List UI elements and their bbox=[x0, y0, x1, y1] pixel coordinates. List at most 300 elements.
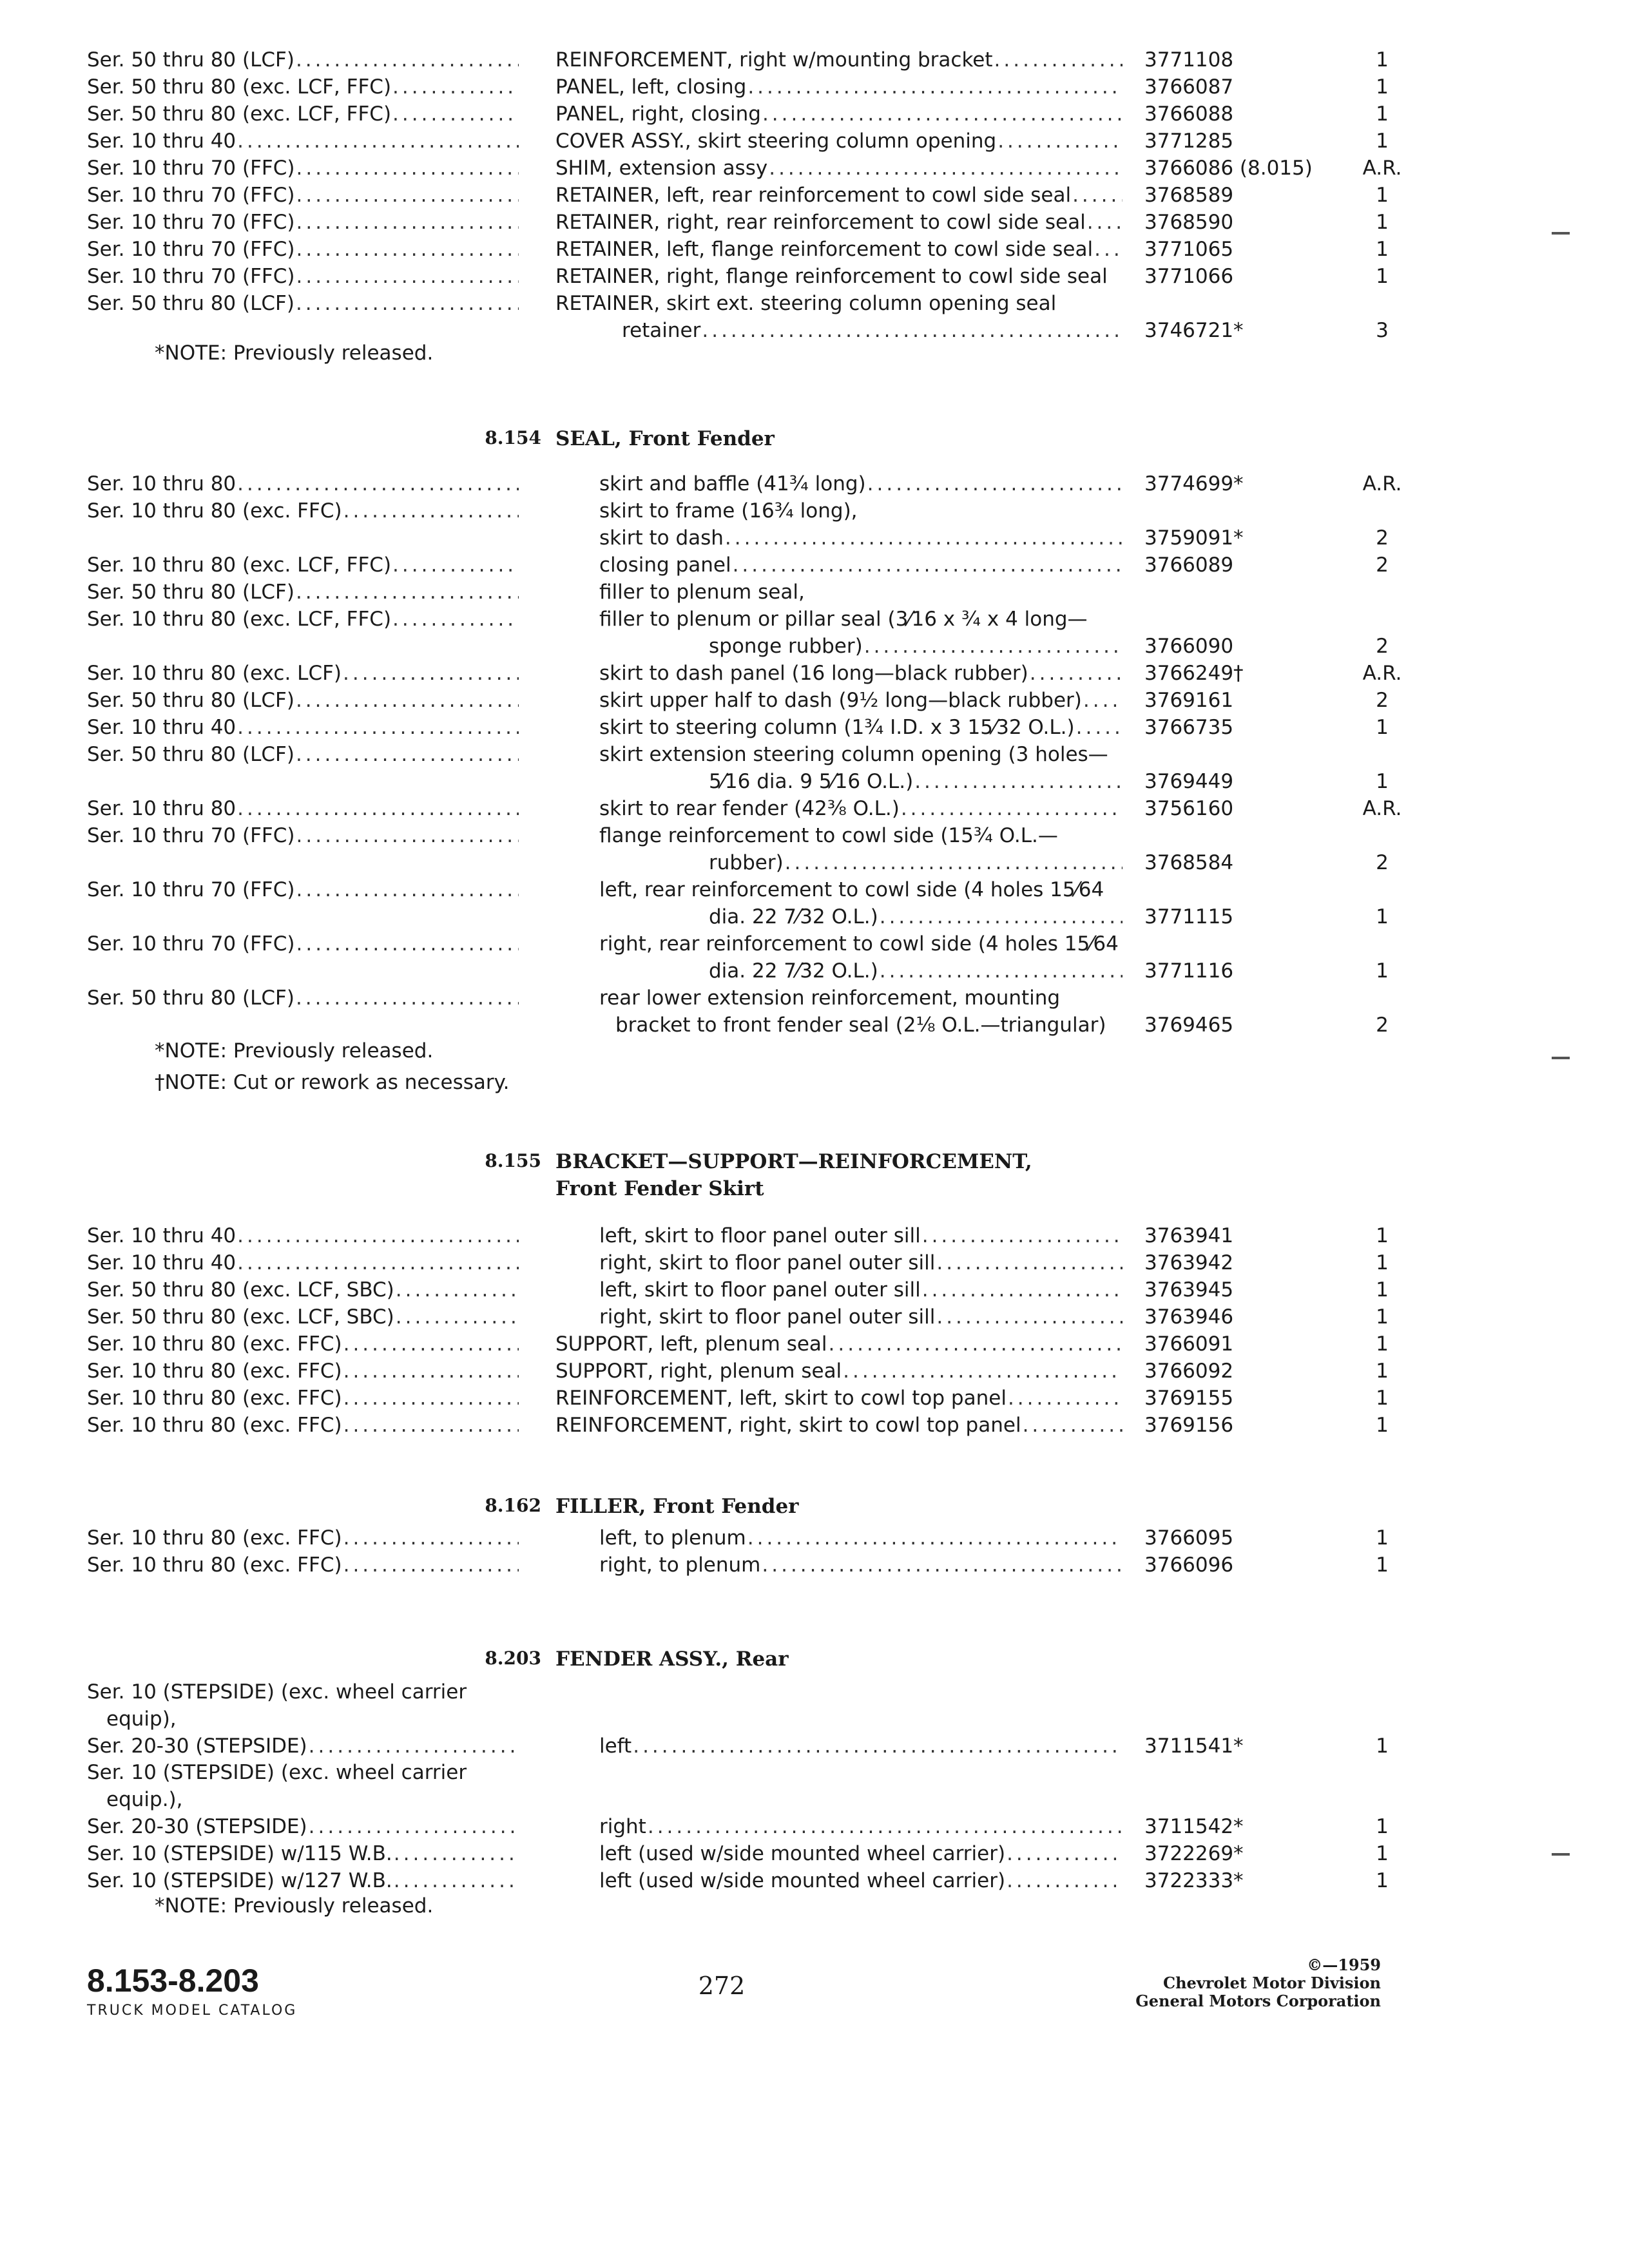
part-number: 3769156 bbox=[1144, 1414, 1234, 1437]
series-cell bbox=[87, 714, 519, 741]
description-cell bbox=[599, 524, 1123, 552]
table-row bbox=[0, 1552, 1629, 1579]
series-cell bbox=[87, 155, 519, 182]
dot-leader bbox=[296, 236, 519, 263]
dot-leader bbox=[769, 155, 1123, 182]
dot-leader bbox=[343, 1412, 519, 1439]
dot-leader bbox=[396, 1303, 519, 1331]
quantity: 1 bbox=[1376, 1360, 1389, 1383]
table-row bbox=[0, 1733, 1629, 1760]
description-cell bbox=[599, 1552, 1123, 1579]
table-row bbox=[0, 1759, 1629, 1786]
table-row bbox=[0, 1412, 1629, 1439]
dot-leader bbox=[922, 1276, 1123, 1303]
description-cell bbox=[599, 876, 1123, 903]
series-cell bbox=[87, 741, 519, 768]
dot-leader bbox=[867, 470, 1123, 497]
description-cell bbox=[555, 1358, 1123, 1385]
quantity: 1 bbox=[1376, 770, 1389, 793]
series-cell bbox=[87, 1678, 519, 1706]
dot-leader bbox=[296, 263, 519, 290]
dot-leader bbox=[880, 957, 1123, 985]
quantity: 1 bbox=[1376, 48, 1389, 72]
series-cell bbox=[87, 263, 519, 290]
table-row bbox=[0, 497, 1629, 524]
part-number: 3771285 bbox=[1144, 130, 1234, 153]
margin-mark bbox=[1552, 1057, 1570, 1059]
description-text: rear lower extension reinforcement, mounting bbox=[599, 986, 1061, 1010]
description-cell bbox=[599, 470, 1123, 497]
table-row bbox=[0, 876, 1629, 903]
margin-mark bbox=[1552, 1853, 1570, 1856]
quantity: 2 bbox=[1376, 553, 1389, 577]
series-text: Ser. 10 thru 70 (FFC) bbox=[87, 265, 295, 288]
part-number: 3768584 bbox=[1144, 851, 1234, 874]
dot-leader bbox=[296, 822, 519, 849]
publisher-line: General Motors Corporation bbox=[1135, 1992, 1381, 2010]
section-title: BRACKET—SUPPORT—REINFORCEMENT, bbox=[555, 1150, 1032, 1173]
series-cell bbox=[87, 579, 519, 606]
series-cell bbox=[87, 1759, 519, 1786]
series-text: Ser. 10 thru 70 (FFC) bbox=[87, 238, 295, 261]
description-text: skirt to steering column (1¾ I.D. x 3 15⁄32 O.L.) bbox=[599, 716, 1075, 739]
copyright-notice: ©—1959 bbox=[1307, 1956, 1381, 1974]
table-row bbox=[0, 1303, 1629, 1331]
dot-leader bbox=[936, 1249, 1123, 1276]
series-text: Ser. 10 thru 80 (exc. FFC) bbox=[87, 499, 342, 523]
dot-leader bbox=[296, 985, 519, 1012]
description-cell bbox=[555, 236, 1123, 263]
dot-leader bbox=[648, 1813, 1123, 1840]
dot-leader bbox=[901, 795, 1123, 822]
description-text: right, skirt to floor panel outer sill bbox=[599, 1305, 936, 1329]
quantity: 2 bbox=[1376, 1014, 1389, 1037]
description-text: RETAINER, right, flange reinforcement to cowl side seal bbox=[555, 265, 1108, 288]
table-row bbox=[0, 1678, 1629, 1706]
dot-leader bbox=[343, 1331, 519, 1358]
description-text: SUPPORT, left, plenum seal bbox=[555, 1332, 827, 1356]
table-row bbox=[0, 290, 1629, 317]
series-text: Ser. 50 thru 80 (LCF) bbox=[87, 986, 294, 1010]
quantity: 2 bbox=[1376, 526, 1389, 550]
footnote: *NOTE: Previously released. bbox=[155, 1894, 434, 1917]
series-text: Ser. 50 thru 80 (LCF) bbox=[87, 743, 294, 766]
series-cell bbox=[87, 73, 519, 101]
series-cell bbox=[87, 497, 519, 524]
quantity: 1 bbox=[1376, 1332, 1389, 1356]
description-cell bbox=[555, 209, 1123, 236]
description-text: PANEL, right, closing bbox=[555, 102, 761, 126]
series-cell bbox=[87, 1303, 519, 1331]
description-text: right, skirt to floor panel outer sill bbox=[599, 1251, 936, 1274]
section-subtitle: Front Fender Skirt bbox=[555, 1177, 764, 1200]
dot-leader bbox=[785, 849, 1123, 876]
description-text: filler to plenum or pillar seal (3⁄16 x ¾ x 4 long— bbox=[599, 608, 1088, 631]
part-number: 3771065 bbox=[1144, 238, 1234, 261]
series-cell bbox=[87, 470, 519, 497]
part-number: 3763946 bbox=[1144, 1305, 1234, 1329]
part-number: 3722269* bbox=[1144, 1842, 1244, 1865]
part-number: 3771066 bbox=[1144, 265, 1234, 288]
part-number: 3763945 bbox=[1144, 1278, 1234, 1302]
table-row bbox=[0, 1786, 1629, 1813]
description-cell bbox=[555, 1385, 1123, 1412]
description-text: skirt and baffle (41¾ long) bbox=[599, 472, 866, 495]
part-number: 3768590 bbox=[1144, 211, 1234, 234]
description-cell bbox=[599, 1840, 1123, 1867]
series-cell bbox=[87, 1222, 519, 1249]
series-cell bbox=[87, 128, 519, 155]
dot-leader bbox=[237, 1222, 519, 1249]
quantity: 1 bbox=[1376, 1224, 1389, 1247]
quantity: 2 bbox=[1376, 851, 1389, 874]
description-text: COVER ASSY., skirt steering column opening bbox=[555, 130, 997, 153]
series-text: Ser. 50 thru 80 (LCF) bbox=[87, 581, 294, 604]
part-number: 3771108 bbox=[1144, 48, 1234, 72]
series-cell bbox=[106, 1706, 538, 1733]
series-text: Ser. 10 thru 70 (FFC) bbox=[87, 932, 295, 956]
series-cell bbox=[87, 606, 519, 633]
description-cell bbox=[599, 579, 1123, 606]
description-text: left, to plenum bbox=[599, 1526, 746, 1550]
series-cell bbox=[87, 1867, 519, 1894]
series-text: Ser. 50 thru 80 (exc. LCF, FFC) bbox=[87, 102, 392, 126]
footnote: *NOTE: Previously released. bbox=[155, 341, 434, 365]
description-cell bbox=[599, 660, 1123, 687]
series-text: Ser. 10 thru 80 bbox=[87, 797, 236, 820]
series-cell bbox=[87, 876, 519, 903]
part-number: 3766735 bbox=[1144, 716, 1234, 739]
description-cell bbox=[599, 1813, 1123, 1840]
quantity: 1 bbox=[1376, 130, 1389, 153]
part-number: 3763941 bbox=[1144, 1224, 1234, 1247]
series-cell bbox=[87, 1276, 519, 1303]
description-cell bbox=[599, 795, 1123, 822]
table-row bbox=[0, 101, 1629, 128]
series-text: Ser. 10 thru 70 (FFC) bbox=[87, 184, 295, 207]
series-text: Ser. 10 thru 80 (exc. FFC) bbox=[87, 1526, 342, 1550]
table-row bbox=[0, 930, 1629, 957]
series-text: Ser. 10 thru 40 bbox=[87, 716, 236, 739]
description-cell bbox=[615, 1012, 1123, 1039]
table-row bbox=[0, 1524, 1629, 1552]
publisher-line: Chevrolet Motor Division bbox=[1163, 1974, 1381, 1992]
series-cell bbox=[87, 795, 519, 822]
table-row bbox=[0, 1358, 1629, 1385]
description-text: skirt to rear fender (42⅜ O.L.) bbox=[599, 797, 900, 820]
series-cell bbox=[87, 46, 519, 73]
description-text: bracket to front fender seal (2⅛ O.L.—triangular) bbox=[615, 1014, 1106, 1037]
table-row bbox=[0, 579, 1629, 606]
section-title: SEAL, Front Fender bbox=[555, 427, 775, 450]
series-text: Ser. 20-30 (STEPSIDE) bbox=[87, 1735, 307, 1758]
description-cell bbox=[709, 849, 1123, 876]
series-text: Ser. 10 thru 40 bbox=[87, 1224, 236, 1247]
series-text: Ser. 50 thru 80 (LCF) bbox=[87, 292, 294, 315]
description-cell bbox=[555, 155, 1123, 182]
description-text: RETAINER, left, flange reinforcement to cowl side seal bbox=[555, 238, 1094, 261]
section-range: 8.153-8.203 bbox=[87, 1963, 259, 1999]
quantity: 2 bbox=[1376, 689, 1389, 712]
part-number: 3769155 bbox=[1144, 1387, 1234, 1410]
description-cell bbox=[555, 128, 1123, 155]
part-number: 3766089 bbox=[1144, 553, 1234, 577]
dot-leader bbox=[237, 1249, 519, 1276]
dot-leader bbox=[1023, 1412, 1123, 1439]
dot-leader bbox=[747, 1524, 1123, 1552]
table-row bbox=[0, 182, 1629, 209]
description-text: right bbox=[599, 1815, 646, 1838]
description-cell bbox=[599, 930, 1123, 957]
quantity: 1 bbox=[1376, 1278, 1389, 1302]
description-cell bbox=[555, 46, 1123, 73]
series-text: Ser. 50 thru 80 (exc. LCF, SBC) bbox=[87, 1278, 394, 1302]
description-text: dia. 22 7⁄32 O.L.) bbox=[709, 905, 878, 928]
part-number: 3769449 bbox=[1144, 770, 1234, 793]
part-number: 3769465 bbox=[1144, 1014, 1234, 1037]
description-cell bbox=[599, 714, 1123, 741]
series-text: Ser. 10 thru 80 (exc. FFC) bbox=[87, 1332, 342, 1356]
table-row bbox=[0, 236, 1629, 263]
description-cell bbox=[599, 1867, 1123, 1894]
description-text: rubber) bbox=[709, 851, 784, 874]
section-number: 8.155 bbox=[485, 1150, 541, 1171]
table-row bbox=[0, 1813, 1629, 1840]
series-cell bbox=[87, 1249, 519, 1276]
quantity: 1 bbox=[1376, 1414, 1389, 1437]
dot-leader bbox=[1076, 714, 1123, 741]
part-number: 3759091* bbox=[1144, 526, 1244, 550]
description-cell bbox=[599, 1222, 1123, 1249]
dot-leader bbox=[309, 1733, 519, 1760]
part-number: 3771116 bbox=[1144, 959, 1234, 983]
description-cell bbox=[709, 768, 1123, 795]
series-cell bbox=[87, 290, 519, 317]
description-cell bbox=[709, 633, 1123, 660]
page-number: 272 bbox=[698, 1972, 746, 2000]
part-number: 3766095 bbox=[1144, 1526, 1234, 1550]
description-cell bbox=[599, 497, 1123, 524]
part-number: 3722333* bbox=[1144, 1869, 1244, 1892]
description-text: SHIM, extension assy bbox=[555, 157, 768, 180]
dot-leader bbox=[725, 524, 1123, 552]
description-text: SUPPORT, right, plenum seal bbox=[555, 1360, 842, 1383]
table-row bbox=[0, 155, 1629, 182]
description-cell bbox=[599, 606, 1123, 633]
dot-leader bbox=[296, 209, 519, 236]
description-text: left (used w/side mounted wheel carrier) bbox=[599, 1869, 1006, 1892]
footnote: *NOTE: Previously released. bbox=[155, 1039, 434, 1062]
description-cell bbox=[599, 1276, 1123, 1303]
section-title: FENDER ASSY., Rear bbox=[555, 1648, 789, 1671]
quantity: 1 bbox=[1376, 184, 1389, 207]
catalog-name: TRUCK MODEL CATALOG bbox=[87, 2003, 298, 2019]
description-text: skirt upper half to dash (9½ long—black rubber) bbox=[599, 689, 1082, 712]
description-text: left bbox=[599, 1735, 632, 1758]
part-number: 3711542* bbox=[1144, 1815, 1244, 1838]
table-row bbox=[0, 1331, 1629, 1358]
dot-leader bbox=[1007, 1867, 1123, 1894]
dot-leader bbox=[296, 741, 519, 768]
series-cell bbox=[87, 1412, 519, 1439]
table-row bbox=[0, 687, 1629, 714]
series-text: Ser. 50 thru 80 (exc. LCF, SBC) bbox=[87, 1305, 394, 1329]
dot-leader bbox=[702, 317, 1123, 344]
series-text: Ser. 10 (STEPSIDE) (exc. wheel carrier bbox=[87, 1761, 467, 1784]
section-number: 8.162 bbox=[485, 1495, 541, 1516]
dot-leader bbox=[394, 1840, 519, 1867]
section-number: 8.154 bbox=[485, 427, 541, 448]
dot-leader bbox=[392, 606, 519, 633]
quantity: A.R. bbox=[1362, 157, 1402, 180]
dot-leader bbox=[829, 1331, 1123, 1358]
quantity: 1 bbox=[1376, 1251, 1389, 1274]
series-cell bbox=[87, 1552, 519, 1579]
quantity: 1 bbox=[1376, 211, 1389, 234]
part-number: 3766096 bbox=[1144, 1553, 1234, 1577]
description-cell bbox=[599, 687, 1123, 714]
series-text: Ser. 20-30 (STEPSIDE) bbox=[87, 1815, 307, 1838]
dot-leader bbox=[237, 470, 519, 497]
dot-leader bbox=[343, 1552, 519, 1579]
description-cell bbox=[555, 73, 1123, 101]
quantity: 1 bbox=[1376, 1387, 1389, 1410]
quantity: 1 bbox=[1376, 1842, 1389, 1865]
quantity: 1 bbox=[1376, 75, 1389, 99]
table-row bbox=[0, 768, 1629, 795]
part-number: 3766090 bbox=[1144, 635, 1234, 658]
quantity: 1 bbox=[1376, 102, 1389, 126]
series-cell bbox=[87, 101, 519, 128]
description-text: left, rear reinforcement to cowl side (4 holes 15⁄64 bbox=[599, 878, 1104, 901]
dot-leader bbox=[296, 930, 519, 957]
series-cell bbox=[87, 985, 519, 1012]
table-row bbox=[0, 524, 1629, 552]
dot-leader bbox=[296, 182, 519, 209]
series-cell bbox=[87, 1385, 519, 1412]
table-row bbox=[0, 1222, 1629, 1249]
table-row bbox=[0, 128, 1629, 155]
dot-leader bbox=[343, 1524, 519, 1552]
series-cell bbox=[87, 1524, 519, 1552]
description-text: left, skirt to floor panel outer sill bbox=[599, 1224, 921, 1247]
description-cell bbox=[599, 741, 1123, 768]
dot-leader bbox=[936, 1303, 1123, 1331]
part-number: 3711541* bbox=[1144, 1735, 1244, 1758]
series-text: Ser. 10 thru 70 (FFC) bbox=[87, 878, 295, 901]
dot-leader bbox=[296, 290, 519, 317]
series-cell bbox=[87, 236, 519, 263]
quantity: 1 bbox=[1376, 1553, 1389, 1577]
publisher-block bbox=[1135, 1956, 1381, 2010]
quantity: 1 bbox=[1376, 265, 1389, 288]
table-row bbox=[0, 903, 1629, 930]
quantity: 1 bbox=[1376, 1305, 1389, 1329]
series-text: Ser. 10 thru 70 (FFC) bbox=[87, 824, 295, 847]
dot-leader bbox=[343, 497, 519, 524]
dot-leader bbox=[914, 768, 1123, 795]
description-text: left (used w/side mounted wheel carrier) bbox=[599, 1842, 1006, 1865]
dot-leader bbox=[1030, 660, 1123, 687]
part-number: 3746721* bbox=[1144, 319, 1244, 342]
series-cell bbox=[87, 822, 519, 849]
series-text: Ser. 10 thru 80 (exc. FFC) bbox=[87, 1414, 342, 1437]
series-cell bbox=[87, 1840, 519, 1867]
dot-leader bbox=[998, 128, 1123, 155]
series-text: Ser. 10 thru 80 (exc. FFC) bbox=[87, 1387, 342, 1410]
dot-leader bbox=[394, 1867, 519, 1894]
series-cell bbox=[87, 182, 519, 209]
dot-leader bbox=[843, 1358, 1123, 1385]
series-cell bbox=[87, 930, 519, 957]
series-text: Ser. 10 thru 80 (exc. FFC) bbox=[87, 1553, 342, 1577]
table-row bbox=[0, 660, 1629, 687]
description-text: RETAINER, right, rear reinforcement to cowl side seal bbox=[555, 211, 1086, 234]
quantity: 1 bbox=[1376, 905, 1389, 928]
quantity: 1 bbox=[1376, 1869, 1389, 1892]
series-text: Ser. 10 thru 80 bbox=[87, 472, 236, 495]
dot-leader bbox=[296, 46, 519, 73]
series-text: Ser. 10 (STEPSIDE) (exc. wheel carrier bbox=[87, 1680, 467, 1704]
dot-leader bbox=[1094, 236, 1123, 263]
description-cell bbox=[599, 985, 1123, 1012]
description-cell bbox=[555, 101, 1123, 128]
dot-leader bbox=[994, 46, 1123, 73]
description-cell bbox=[555, 263, 1123, 290]
part-number: 3771115 bbox=[1144, 905, 1234, 928]
dot-leader bbox=[1072, 182, 1123, 209]
description-cell bbox=[709, 903, 1123, 930]
dot-leader bbox=[762, 1552, 1123, 1579]
description-text: RETAINER, left, rear reinforcement to cowl side seal bbox=[555, 184, 1072, 207]
part-number: 3766087 bbox=[1144, 75, 1234, 99]
description-text: right, to plenum bbox=[599, 1553, 761, 1577]
dot-leader bbox=[762, 101, 1123, 128]
quantity: 1 bbox=[1376, 716, 1389, 739]
series-text: equip), bbox=[106, 1707, 177, 1731]
table-row bbox=[0, 1840, 1629, 1867]
part-number: 3766092 bbox=[1144, 1360, 1234, 1383]
description-text: dia. 22 7⁄32 O.L.) bbox=[709, 959, 878, 983]
series-cell bbox=[87, 1331, 519, 1358]
series-text: Ser. 10 (STEPSIDE) w/127 W.B. bbox=[87, 1869, 392, 1892]
part-number: 3756160 bbox=[1144, 797, 1234, 820]
dot-leader bbox=[237, 714, 519, 741]
description-text: right, rear reinforcement to cowl side (4 holes 15⁄64 bbox=[599, 932, 1119, 956]
description-text: skirt to frame (16¾ long), bbox=[599, 499, 858, 523]
dot-leader bbox=[396, 1276, 519, 1303]
series-text: Ser. 10 thru 80 (exc. LCF) bbox=[87, 662, 342, 685]
table-row bbox=[0, 46, 1629, 73]
description-text: skirt to dash panel (16 long—black rubber) bbox=[599, 662, 1028, 685]
description-text: REINFORCEMENT, right w/mounting bracket bbox=[555, 48, 993, 72]
dot-leader bbox=[1083, 687, 1123, 714]
series-text: Ser. 10 thru 70 (FFC) bbox=[87, 157, 295, 180]
table-row bbox=[0, 985, 1629, 1012]
description-text: retainer bbox=[622, 319, 701, 342]
series-cell bbox=[87, 1733, 519, 1760]
footnote: †NOTE: Cut or rework as necessary. bbox=[155, 1071, 510, 1094]
dot-leader bbox=[1087, 209, 1123, 236]
quantity: 1 bbox=[1376, 1815, 1389, 1838]
dot-leader bbox=[343, 1358, 519, 1385]
dot-leader bbox=[733, 552, 1123, 579]
dot-leader bbox=[392, 73, 519, 101]
table-row bbox=[0, 263, 1629, 290]
series-text: Ser. 50 thru 80 (LCF) bbox=[87, 689, 294, 712]
part-number: 3768589 bbox=[1144, 184, 1234, 207]
quantity: A.R. bbox=[1362, 662, 1402, 685]
